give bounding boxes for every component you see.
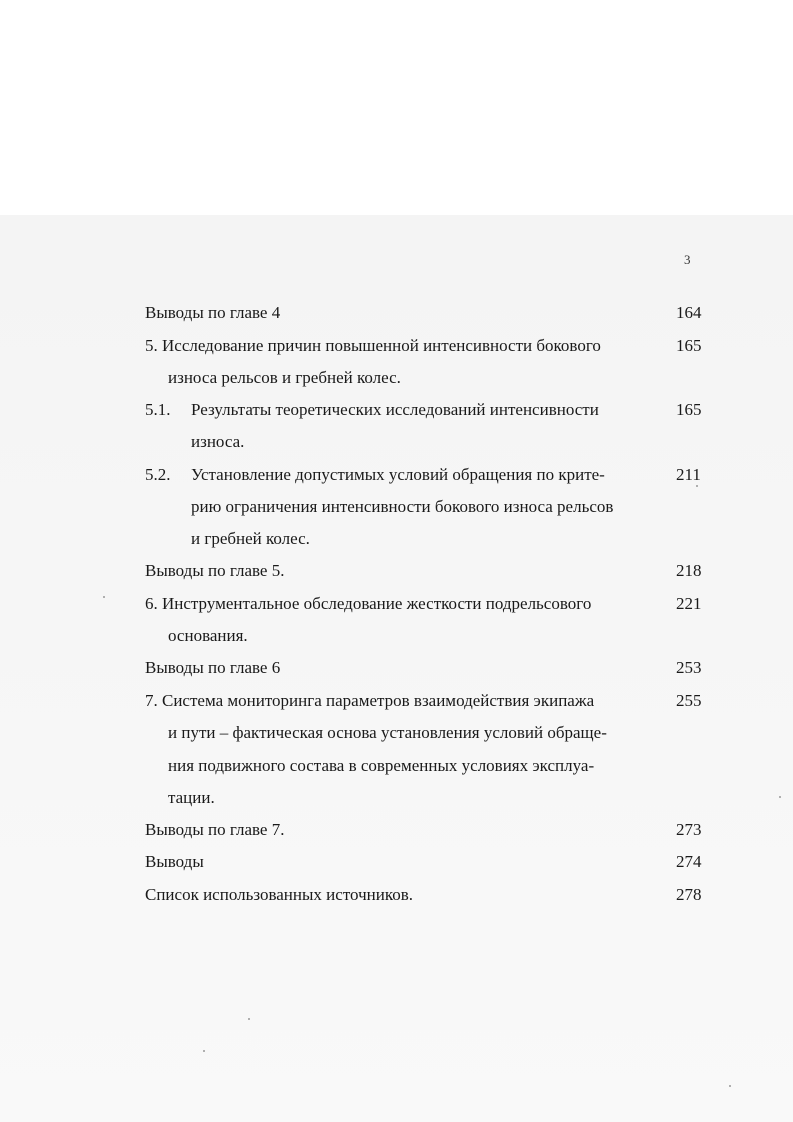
scan-speck xyxy=(696,485,698,487)
scan-speck xyxy=(248,1018,250,1020)
toc-entry-title: Выводы по главе 6 xyxy=(145,658,281,677)
toc-entry-title: Результаты теоретических исследований интенсивности xyxy=(191,400,599,419)
toc-entry-page: 255 xyxy=(676,691,702,710)
toc-entry-title-cont: износа. xyxy=(191,432,245,451)
toc-entry-page: 211 xyxy=(676,465,701,484)
scan-speck xyxy=(779,796,781,798)
toc-entry-number: 5.1. xyxy=(145,400,171,419)
toc-entry-page: 165 xyxy=(676,400,702,419)
toc-entry-title: 7. Система мониторинга параметров взаимодействия экипажа xyxy=(145,691,595,710)
toc-entry-title-cont: тации. xyxy=(168,788,215,807)
toc-entry-title-cont: ния подвижного состава в современных условиях эксплуа- xyxy=(168,756,595,775)
toc-entry-title: Список использованных источников. xyxy=(145,885,413,904)
scan-speck xyxy=(203,1050,205,1052)
toc-entry-page: 273 xyxy=(676,820,702,839)
toc-entry-title-cont: основания. xyxy=(168,626,248,645)
toc-entry-page: 278 xyxy=(676,885,702,904)
toc-entry-title: Выводы по главе 4 xyxy=(145,303,281,322)
toc-entry-page: 253 xyxy=(676,658,702,677)
toc-entry-title: Выводы по главе 7. xyxy=(145,820,285,839)
toc-entry-page: 165 xyxy=(676,336,702,355)
toc-entry-title: Установление допустимых условий обращения по крите- xyxy=(191,465,605,484)
toc-entry-title: 6. Инструментальное обследование жесткости подрельсового xyxy=(145,594,592,613)
toc-entry-page: 274 xyxy=(676,852,702,871)
toc-entry-title-cont: и пути – фактическая основа установления условий обраще- xyxy=(168,723,607,742)
toc-entry-page: 164 xyxy=(676,303,702,322)
toc-entry-title: Выводы по главе 5. xyxy=(145,561,285,580)
toc-entry-title-cont: и гребней колес. xyxy=(191,529,310,548)
page-number: 3 xyxy=(684,252,691,267)
scan-speck xyxy=(103,596,105,598)
scan-speck xyxy=(729,1085,731,1087)
toc-entry-title-cont: износа рельсов и гребней колес. xyxy=(168,368,401,387)
toc-entry-title: Выводы xyxy=(145,852,204,871)
toc-entry-page: 221 xyxy=(676,594,702,613)
toc-entry-number: 5.2. xyxy=(145,465,171,484)
toc-entry-title: 5. Исследование причин повышенной интенсивности бокового xyxy=(145,336,601,355)
toc-entry-title-cont: рию ограничения интенсивности бокового износа рельсов xyxy=(191,497,614,516)
toc-entry-page: 218 xyxy=(676,561,702,580)
